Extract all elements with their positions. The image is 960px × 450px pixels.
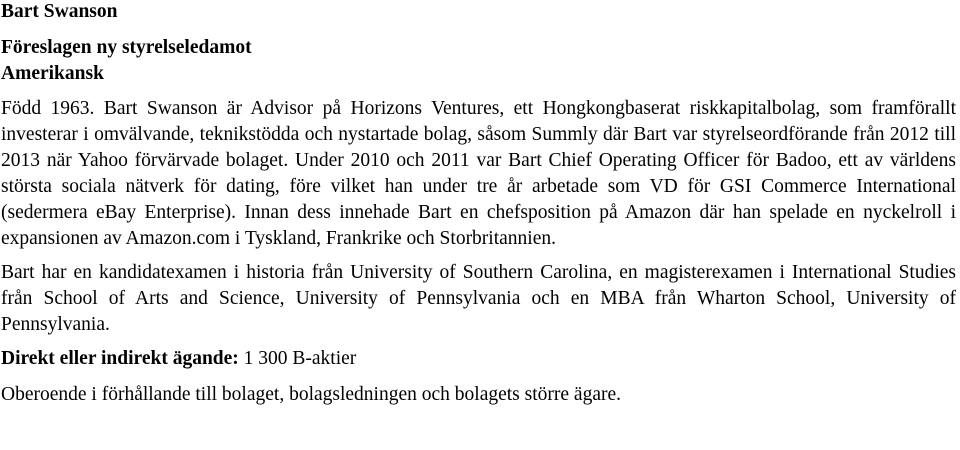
ownership-line [1, 346, 956, 372]
independence-statement: Oberoende i förhållande till bolaget, bolagsledningen och bolagets större ägare. [1, 384, 621, 405]
biography-paragraph: Född 1963. Bart Swanson är Advisor på Horizons Ventures, ett Hongkongbaserat riskkapitalbolag, som framförallt investerar i omvälvande, teknikstödda och nystartade bolag, såsom Summly där Bart var styrelseordförande från 2012 till 2013 när Yahoo förvärvade bolaget. Under 2010 och 2011 var Bart Chief Operating Officer för Badoo, ett av världens största sociala nätverk för dating, före vilket han under tre år arbetade som VD för GSI Commerce International (sedermera eBay Enterprise). Innan dess innehade Bart en chefsposition på Amazon där han spelade en nyckelroll i expansionen av Amazon.com i Tyskland, Frankrike och Storbritannien. [1, 98, 956, 249]
ownership-label: Direkt eller indirekt ägande: [1, 348, 239, 369]
education-paragraph: Bart har en kandidatexamen i historia från University of Southern Carolina, en magisterexamen i International Studies från School of Arts and Science, University of Pennsylvania och en MBA från Wharton School, University of Pennsylvania. [1, 262, 956, 335]
ownership-value: 1 300 B-aktier [238, 348, 357, 369]
person-role: Föreslagen ny styrelseledamot [1, 37, 252, 58]
person-name: Bart Swanson [1, 1, 118, 22]
person-nationality: Amerikansk [1, 63, 104, 84]
